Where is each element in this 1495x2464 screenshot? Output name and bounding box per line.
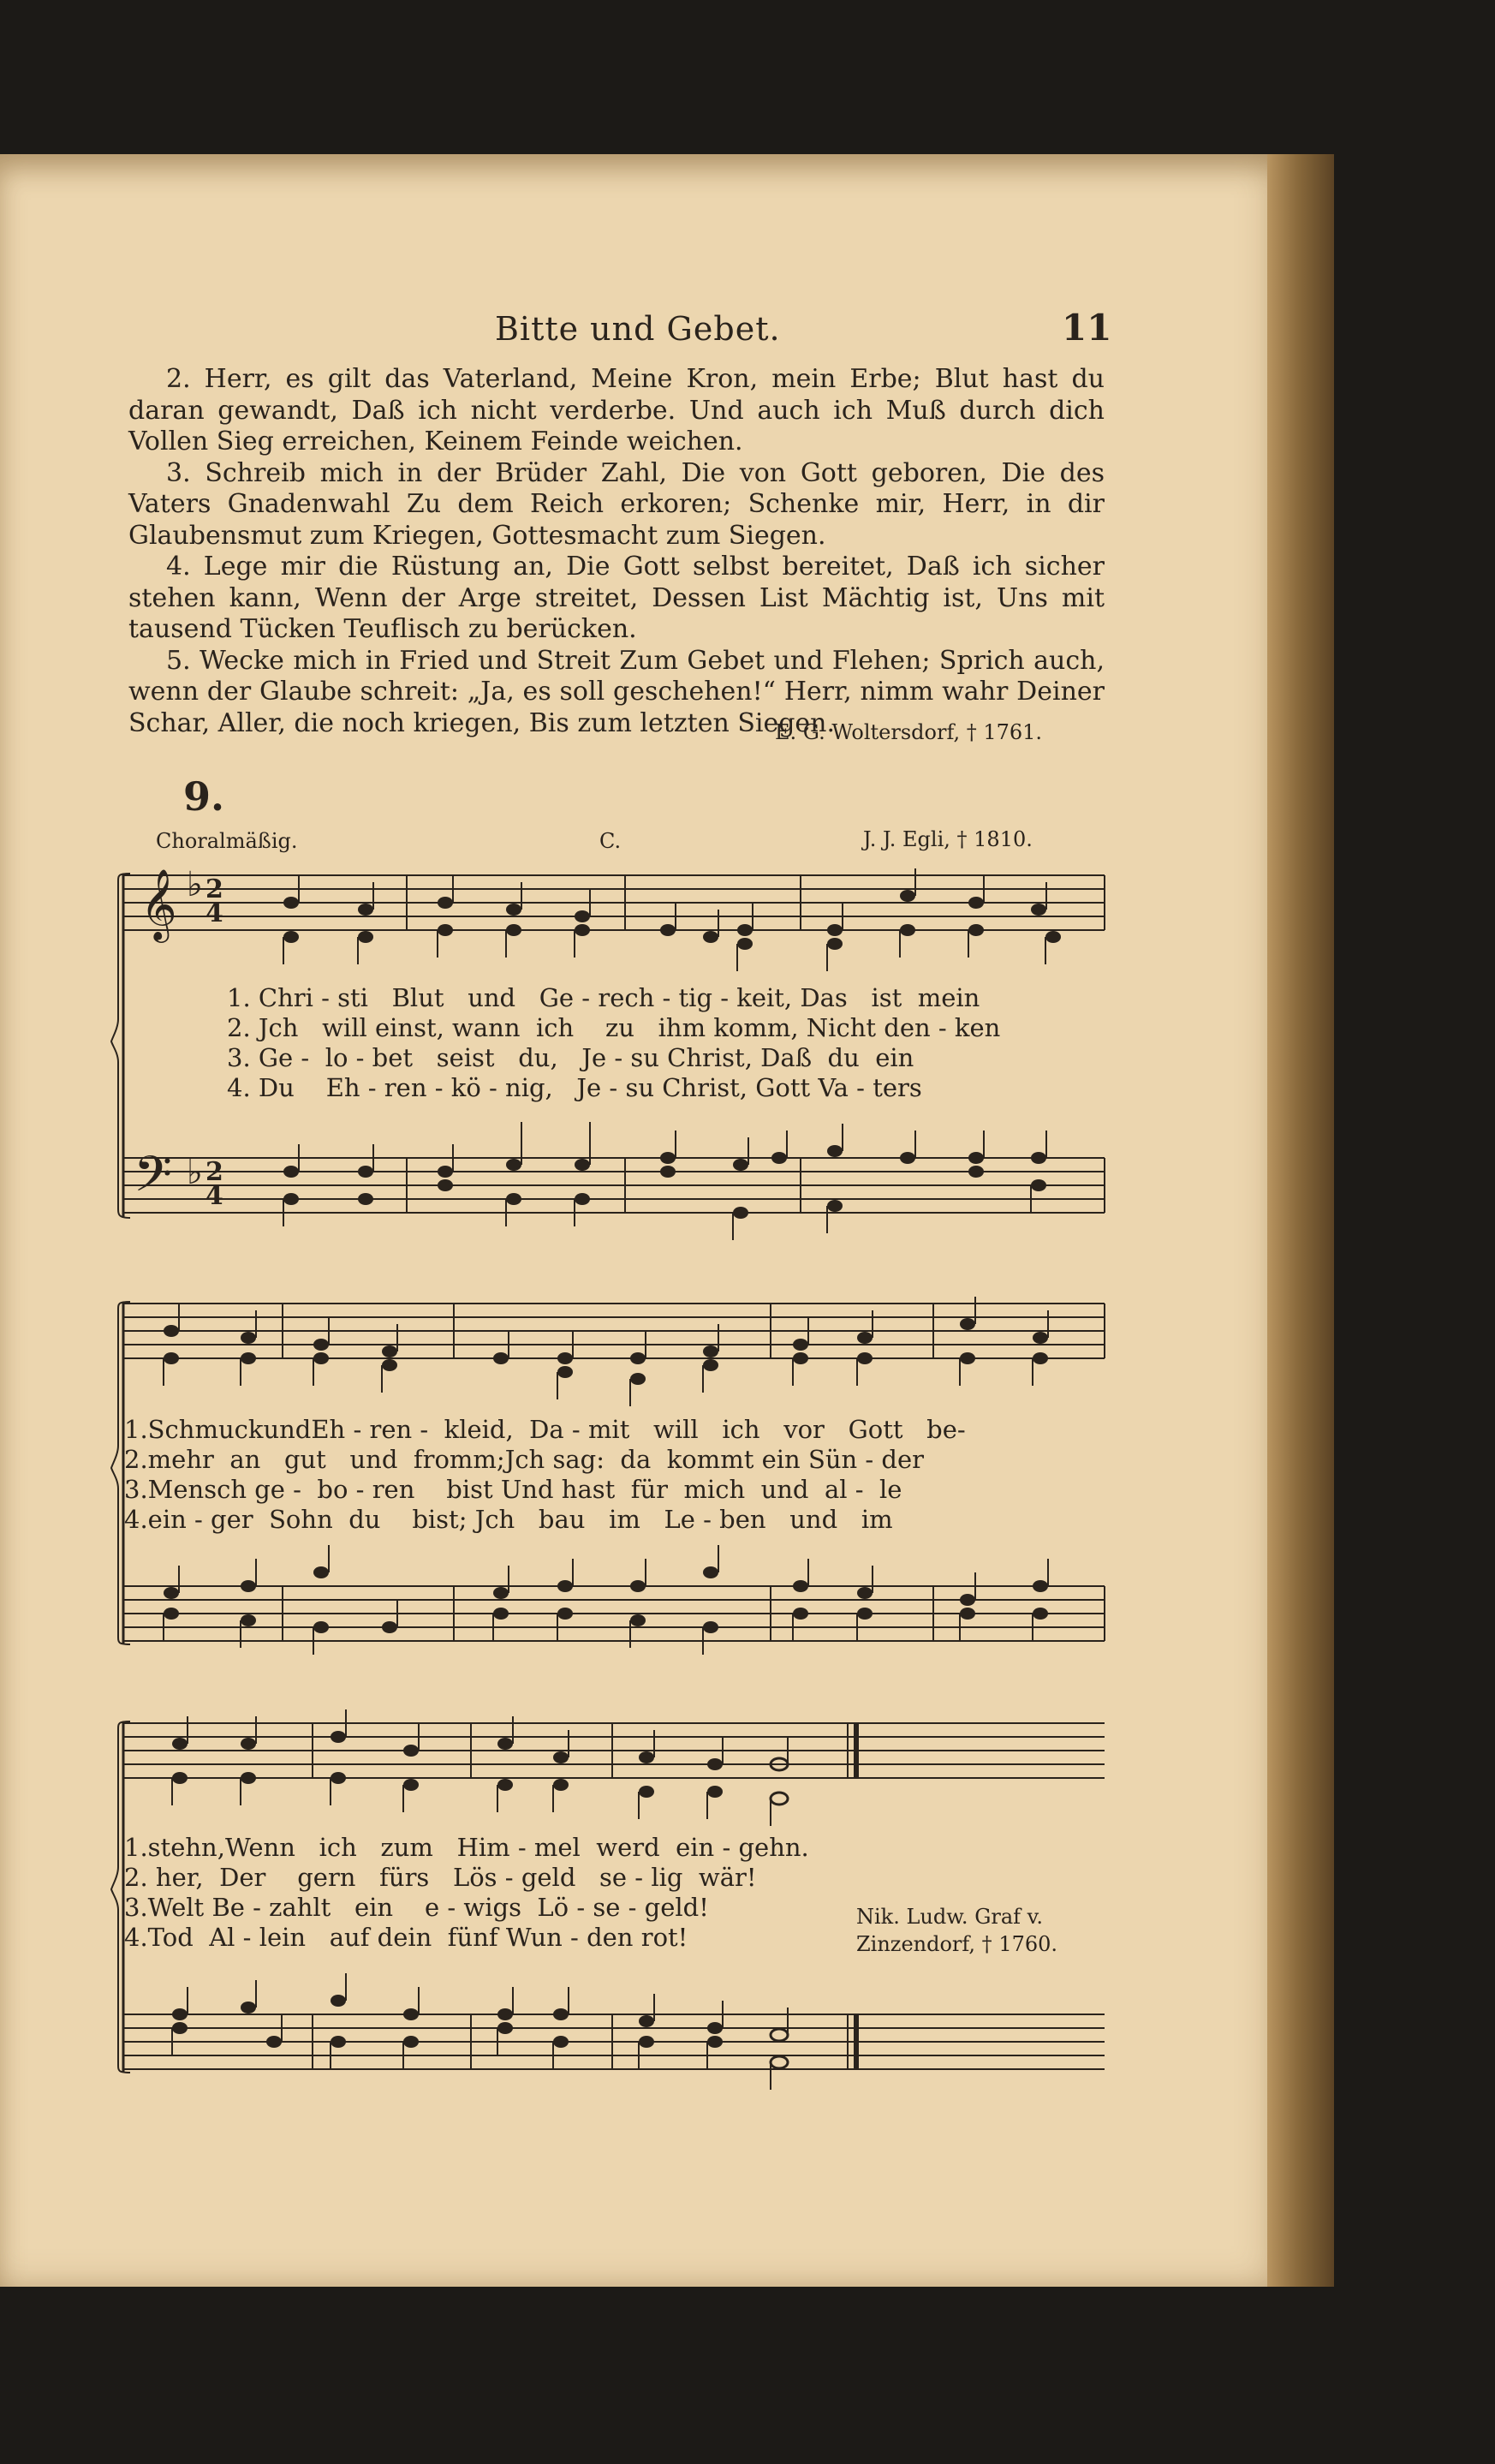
key-marking: C. xyxy=(599,829,622,853)
flat-icon: ♭ xyxy=(187,865,203,904)
treble-notes xyxy=(164,1297,1048,1406)
treble-staff xyxy=(123,1304,1105,1358)
hymn-number: 9. xyxy=(183,773,225,820)
composer: J. J. Egli, † 1810. xyxy=(863,827,1033,851)
running-title: Bitte und Gebet. xyxy=(495,310,781,348)
lyricist-line-1: Nik. Ludw. Graf v. xyxy=(856,1905,1043,1929)
lyric-row-2-4: 4.ein - ger Sohn du bist; Jch bau im Le - ben und im xyxy=(124,1505,893,1534)
verse-3: 3. Schreib mich in der Brüder Zahl, Die von Gott geboren, Die des Vaters Gnadenwahl Zu dem Reich erkoren; Schenke mir, Herr, in dir Glaubensmut zum Kriegen, Gottesmacht zum Siegen. xyxy=(128,457,1105,551)
flat-icon: ♭ xyxy=(187,1153,203,1192)
time-signature-bottom: 4 xyxy=(205,898,223,928)
page-number: 11 xyxy=(1062,307,1112,349)
lyric-row-1-2: 2. Jch will einst, wann ich zu ihm komm, Nicht den - ken xyxy=(227,1013,1001,1042)
treble-notes xyxy=(172,1709,788,1826)
time-signature-bottom: 4 xyxy=(205,1181,223,1211)
lyric-row-3-2: 2. her, Der gern fürs Lös - geld se - lig wär! xyxy=(124,1863,757,1892)
lyric-row-2-1: 1.SchmuckundEh - ren - kleid, Da - mit will ich vor Gott be- xyxy=(124,1415,966,1444)
lyric-row-3-1: 1.stehn,Wenn ich zum Him - mel werd ein - gehn. xyxy=(124,1833,809,1862)
treble-staff xyxy=(123,1723,1105,1778)
lyric-row-3-3: 3.Welt Be - zahlt ein e - wigs Lö - se - geld! xyxy=(124,1893,709,1922)
lyric-row-2-2: 2.mehr an gut und fromm;Jch sag: da kommt ein Sün - der xyxy=(124,1445,925,1474)
treble-staff xyxy=(123,875,1105,930)
verses-author: E. G. Woltersdorf, † 1761. xyxy=(775,720,1043,744)
time-signature-top: 2 xyxy=(205,1157,223,1187)
lyric-row-3-4: 4.Tod Al - lein auf dein fünf Wun - den rot! xyxy=(124,1923,688,1952)
verse-4: 4. Lege mir die Rüstung an, Die Gott selbst bereitet, Daß ich sicher stehen kann, Wenn der Arge streitet, Dessen List Mächtig ist, Uns mit tausend Tücken Teuflisch zu berücken. xyxy=(128,552,1105,644)
lyric-row-2-3: 3.Mensch ge - bo - ren bist Und hast für mich und al - le xyxy=(124,1475,902,1504)
bass-staff xyxy=(123,1586,1105,1641)
lyric-row-1-3: 3. Ge - lo - bet seist du, Je - su Christ, Daß du ein xyxy=(227,1043,914,1072)
treble-clef-icon: 𝄞 xyxy=(140,868,177,940)
verse-5: 5. Wecke mich in Fried und Streit Zum Gebet und Flehen; Sprich auch, wenn der Glaube schreit: „Ja, es soll geschehen!“ Herr, nimm wahr Deiner Schar, Aller, die noch kriegen, Bis zum letzten Siegen. xyxy=(128,645,1105,738)
lyric-row-1-1: 1. Chri - sti Blut und Ge - rech - tig - keit, Das ist mein xyxy=(227,983,980,1012)
verse-2: 2. Herr, es gilt das Vaterland, Meine Kron, mein Erbe; Blut hast du daran gewandt, Daß ich nicht verderbe. Und auch ich Muß durch dich Vollen Sieg erreichen, Keinem Feinde weichen. xyxy=(128,364,1105,456)
treble-notes xyxy=(283,868,1061,971)
tempo-marking: Choralmäßig. xyxy=(156,829,298,853)
bass-notes xyxy=(283,1122,1046,1240)
verses-block xyxy=(128,364,1105,739)
lyricist-line-2: Zinzendorf, † 1760. xyxy=(856,1932,1058,1956)
time-signature-top: 2 xyxy=(205,874,223,904)
bass-staff xyxy=(123,1158,1105,1213)
bass-clef-icon: 𝄢 xyxy=(134,1145,173,1215)
lyric-row-1-4: 4. Du Eh - ren - kö - nig, Je - su Christ, Gott Va - ters xyxy=(227,1073,922,1102)
bass-notes xyxy=(172,1973,788,2090)
book-fore-edge xyxy=(1267,154,1334,2287)
